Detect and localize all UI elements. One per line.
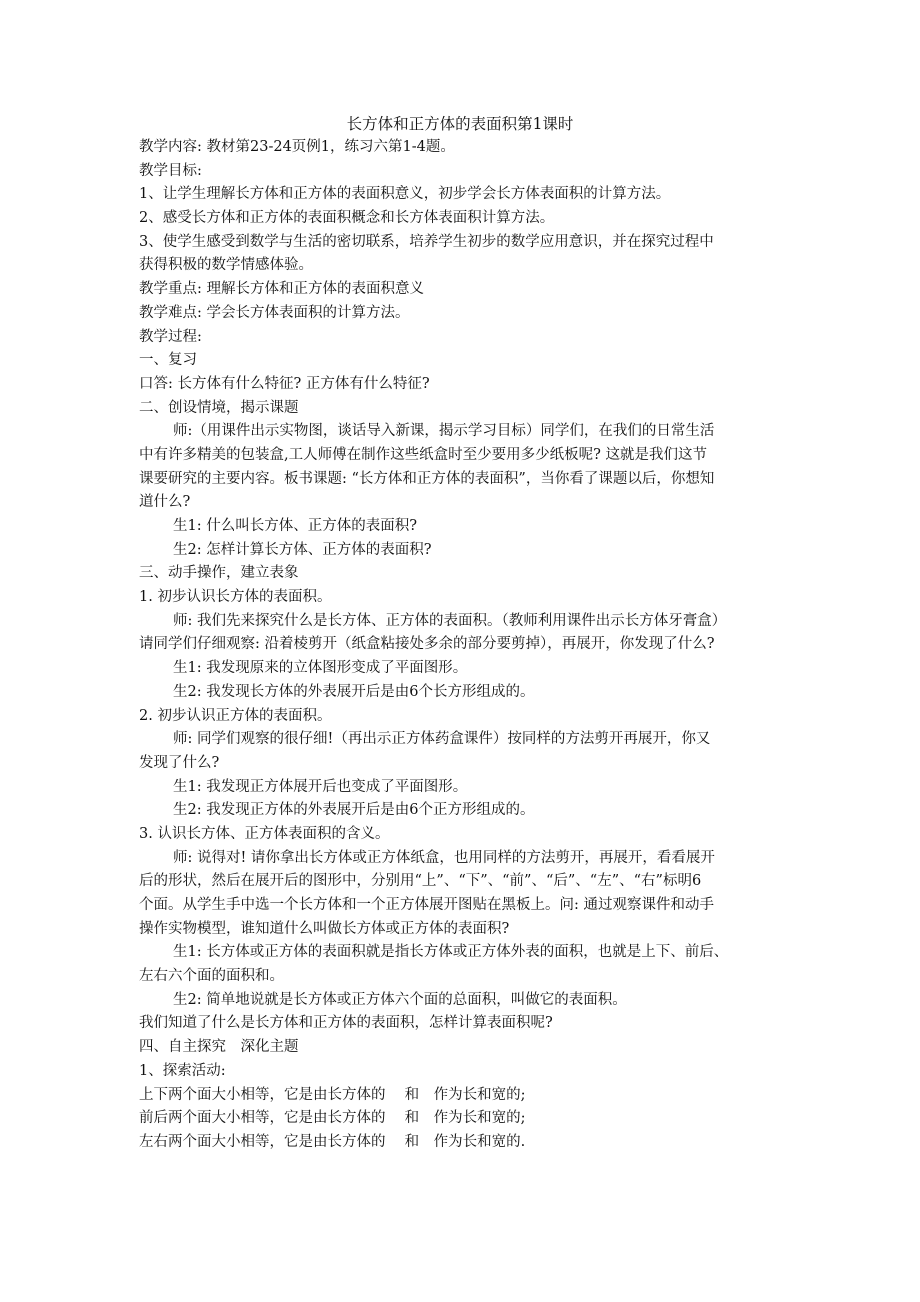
text-line: 生2: 我发现长方体的外表展开后是由6个长方形组成的。 (173, 683, 535, 700)
text-line: 我们知道了什么是长方体和正方体的表面积，怎样计算表面积呢? (139, 1015, 553, 1032)
text-line: 左右两个面大小相等，它是由长方体的 和 作为长和宽的. (139, 1133, 526, 1150)
document-title: 长方体和正方体的表面积第1课时 (346, 115, 574, 133)
text-line: 师: 说得对! 请你拿出长方体或正方体纸盒，也用同样的方法剪开，再展开，看看展开 (173, 849, 715, 866)
text-line: 上下两个面大小相等，它是由长方体的 和 作为长和宽的; (139, 1086, 526, 1103)
text-line: 生2: 简单地说就是长方体或正方体六个面的总面积，叫做它的表面积。 (173, 991, 627, 1008)
text-line: 2、感受长方体和正方体的表面积概念和长方体表面积计算方法。 (139, 210, 555, 227)
text-line: 发现了什么? (139, 754, 220, 771)
text-line: 生2: 怎样计算长方体、正方体的表面积? (173, 541, 432, 558)
text-line: 生1: 什么叫长方体、正方体的表面积? (173, 518, 417, 534)
text-line: 3. 认识长方体、正方体表面积的含义。 (139, 825, 390, 842)
text-line: 课要研究的主要内容。板书课题: “长方体和正方体的表面积”，当你看了课题以后，你想知 (139, 470, 715, 487)
text-line: 师: 同学们观察的很仔细!（再出示正方体药盒课件）按同样的方法剪开再展开，你又 (173, 731, 711, 748)
text-line: 教学内容: 教材第23-24页例1，练习六第1-4题。 (139, 139, 455, 155)
text-line: 师: 我们先来探究什么是长方体、正方体的表面积。（教师利用课件出示长方体牙膏盒） (173, 612, 727, 629)
text-line: 教学过程: (139, 328, 202, 345)
text-line: 二、创设情境，揭示课题 (139, 399, 299, 416)
text-line: 个面。从学生手中选一个长方体和一个正方体展开图贴在黑板上。问: 通过观察课件和动手 (139, 897, 714, 913)
text-line: 师:（用课件出示实物图，谈话导入新课，揭示学习目标）同学们，在我们的日常生活 (173, 423, 715, 440)
text-line: 操作实物模型，谁知道什么叫做长方体或正方体的表面积? (139, 920, 510, 937)
text-line: 教学目标: (139, 162, 202, 179)
document-body (139, 136, 782, 1155)
text-line: 生1: 我发现正方体展开后也变成了平面图形。 (173, 778, 468, 795)
text-line: 口答: 长方体有什么特征? 正方体有什么特征? (139, 375, 430, 392)
text-line: 左右六个面的面积和。 (139, 968, 284, 985)
text-line: 2. 初步认识正方体的表面积。 (139, 707, 332, 724)
text-line: 1. 初步认识长方体的表面积。 (139, 589, 332, 606)
text-line: 生2: 我发现正方体的外表展开后是由6个正方形组成的。 (173, 802, 535, 819)
text-line: 后的形状，然后在展开后的图形中，分别用“上”、“下”、“前”、“后”、“左”、“右”标明6 (139, 873, 702, 890)
text-line: 请同学们仔细观察: 沿着棱剪开（纸盒粘接处多余的部分要剪掉），再展开，你发现了什么? (139, 636, 715, 653)
text-line: 四、自主探究 深化主题 (139, 1039, 299, 1056)
text-line: 3、使学生感受到数学与生活的密切联系，培养学生初步的数学应用意识，并在探究过程中 (139, 233, 714, 250)
text-line: 教学难点: 学会长方体表面积的计算方法。 (139, 304, 410, 321)
text-line: 生1: 我发现原来的立体图形变成了平面图形。 (173, 660, 468, 677)
text-line: 获得积极的数学情感体验。 (139, 257, 313, 274)
text-line: 一、复习 (139, 352, 197, 369)
text-line: 前后两个面大小相等，它是由长方体的 和 作为长和宽的; (139, 1110, 526, 1127)
text-line: 教学重点: 理解长方体和正方体的表面积意义 (139, 281, 424, 298)
text-line: 道什么? (139, 494, 191, 511)
text-line: 1、让学生理解长方体和正方体的表面积意义，初步学会长方体表面积的计算方法。 (139, 186, 671, 203)
text-line: 生1: 长方体或正方体的表面积就是指长方体或正方体外表的面积，也就是上下、前后、 (173, 944, 729, 961)
text-line: 三、动手操作，建立表象 (139, 565, 299, 582)
text-line: 中有许多精美的包装盒,工人师傅在制作这些纸盒时至少要用多少纸板呢? 这就是我们这节 (139, 446, 707, 463)
text-line: 1、探索活动: (139, 1062, 226, 1079)
